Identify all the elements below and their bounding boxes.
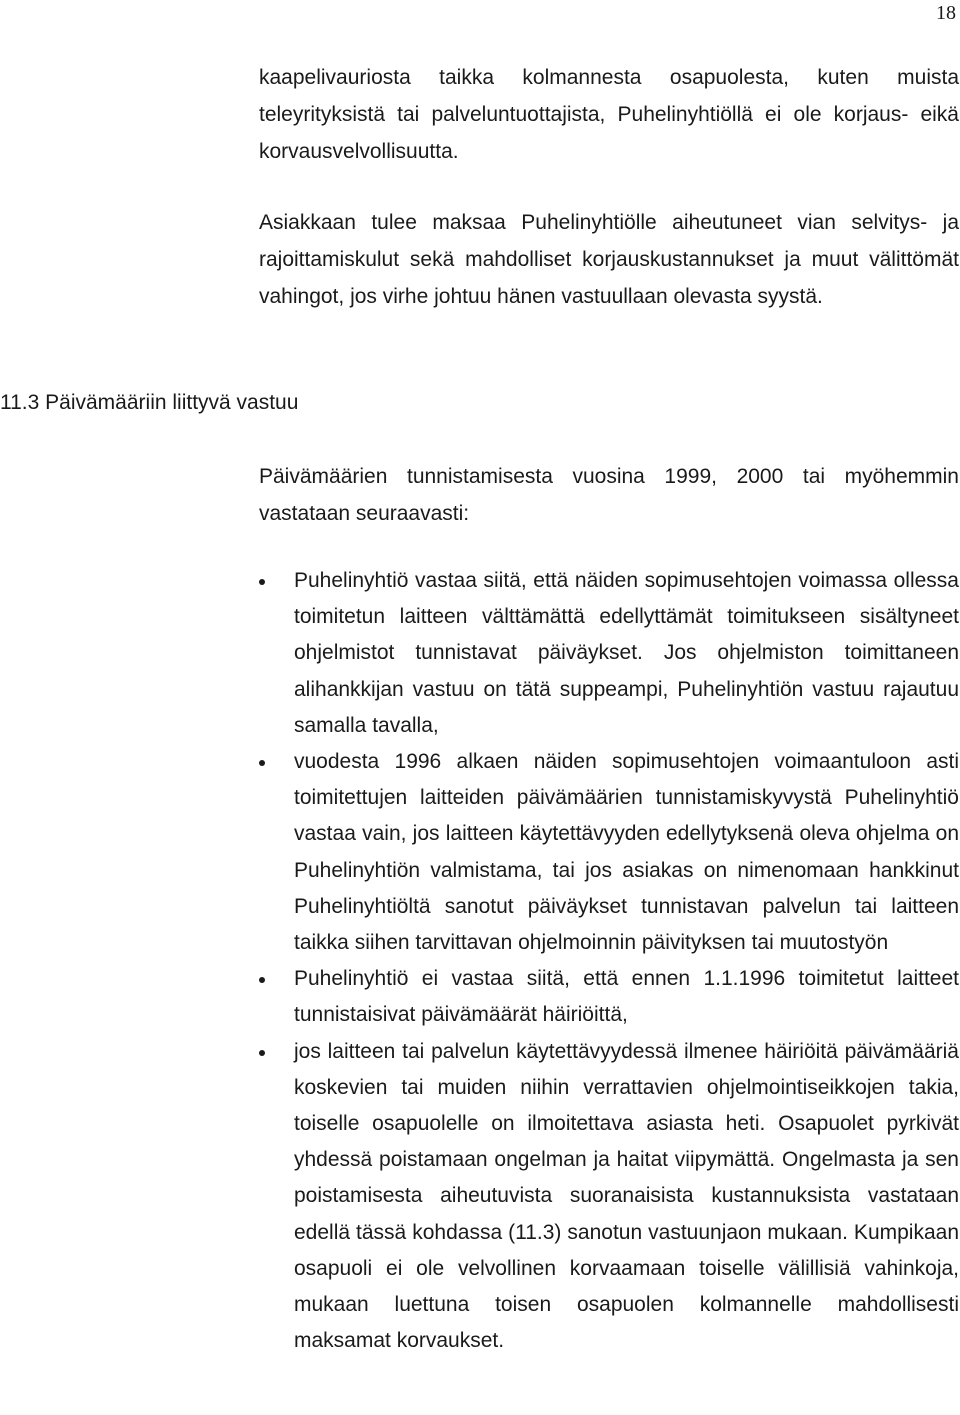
list-item-text: vuodesta 1996 alkaen näiden sopimusehtojen voimaantuloon asti toimitettujen laitteiden päivämäärien tunnistamiskyvystä Puhelinyhtiö vastaa vain, jos laitteen käytettävyyden edellytyksenä oleva ohjelma on Puhelinyhtiön valmistama, tai jos asiakas on nimenomaan hankkinut Puhelinyhtiöltä sanotut päiväykset tunnistavan palvelun tai laitteen taikka siihen tarvittavan ohjelmoinnin päivityksen tai muutostyön	[294, 750, 959, 955]
list-item	[259, 1034, 959, 1360]
bullet-icon	[259, 977, 265, 983]
bullet-icon	[259, 579, 265, 585]
list-item	[259, 563, 959, 744]
list-item	[259, 961, 959, 1033]
bullet-list	[259, 563, 959, 1359]
section-intro: Päivämäärien tunnistamisesta vuosina 1999, 2000 tai myöhemmin vastataan seuraavasti:	[259, 465, 959, 525]
list-item-text: jos laitteen tai palvelun käytettävyydessä ilmenee häiriöitä päivämääriä koskevien tai muiden niihin verrattavien ohjelmointiseikkojen takia, toiselle osapuolelle on ilmoitettava asiasta heti. Osapuolet pyrkivät yhdessä poistamaan ongelman ja haitat viipymättä. Ongelmasta ja sen poistamisesta aiheutuvista suoranaisista kustannuksista vastataan edellä tässä kohdassa (11.3) sanotun vastuunjaon mukaan. Kumpikaan osapuoli ei ole velvollinen korvaamaan toiselle välillisiä vahinkoja, mukaan luettuna toisen osapuolen kolmannelle mahdollisesti maksamat korvaukset.	[294, 1039, 959, 1353]
bullet-icon	[259, 1050, 265, 1056]
list-item-text: Puhelinyhtiö vastaa siitä, että näiden sopimusehtojen voimassa ollessa toimitetun laitteen välttämättä edellyttämät toimitukseen sisältyneet ohjelmistot tunnistavat päiväykset. Jos ohjelmiston toimittaneen alihankkijan vastuu on tätä suppeampi, Puhelinyhtiön vastuu rajautuu samalla tavalla,	[294, 569, 959, 737]
page-number: 18	[936, 2, 956, 24]
bullet-icon	[259, 760, 265, 766]
paragraph-liability-exclusion: kaapelivauriosta taikka kolmannesta osapuolesta, kuten muista teleyrityksistä tai palveluntuottajista, Puhelinyhtiöllä ei ole korjaus- eikä korvausvelvollisuutta.	[259, 66, 959, 163]
list-item	[259, 744, 959, 961]
section-heading: 11.3 Päivämääriin liittyvä vastuu	[0, 391, 299, 414]
paragraph-customer-costs: Asiakkaan tulee maksaa Puhelinyhtiölle aiheutuneet vian selvitys- ja rajoittamiskulut sekä mahdolliset korjauskustannukset ja muut välittömät vahingot, jos virhe johtuu hänen vastuullaan olevasta syystä.	[259, 211, 959, 308]
list-item-text: Puhelinyhtiö ei vastaa siitä, että ennen 1.1.1996 toimitetut laitteet tunnistaisivat päivämäärät häiriöittä,	[294, 967, 959, 1027]
